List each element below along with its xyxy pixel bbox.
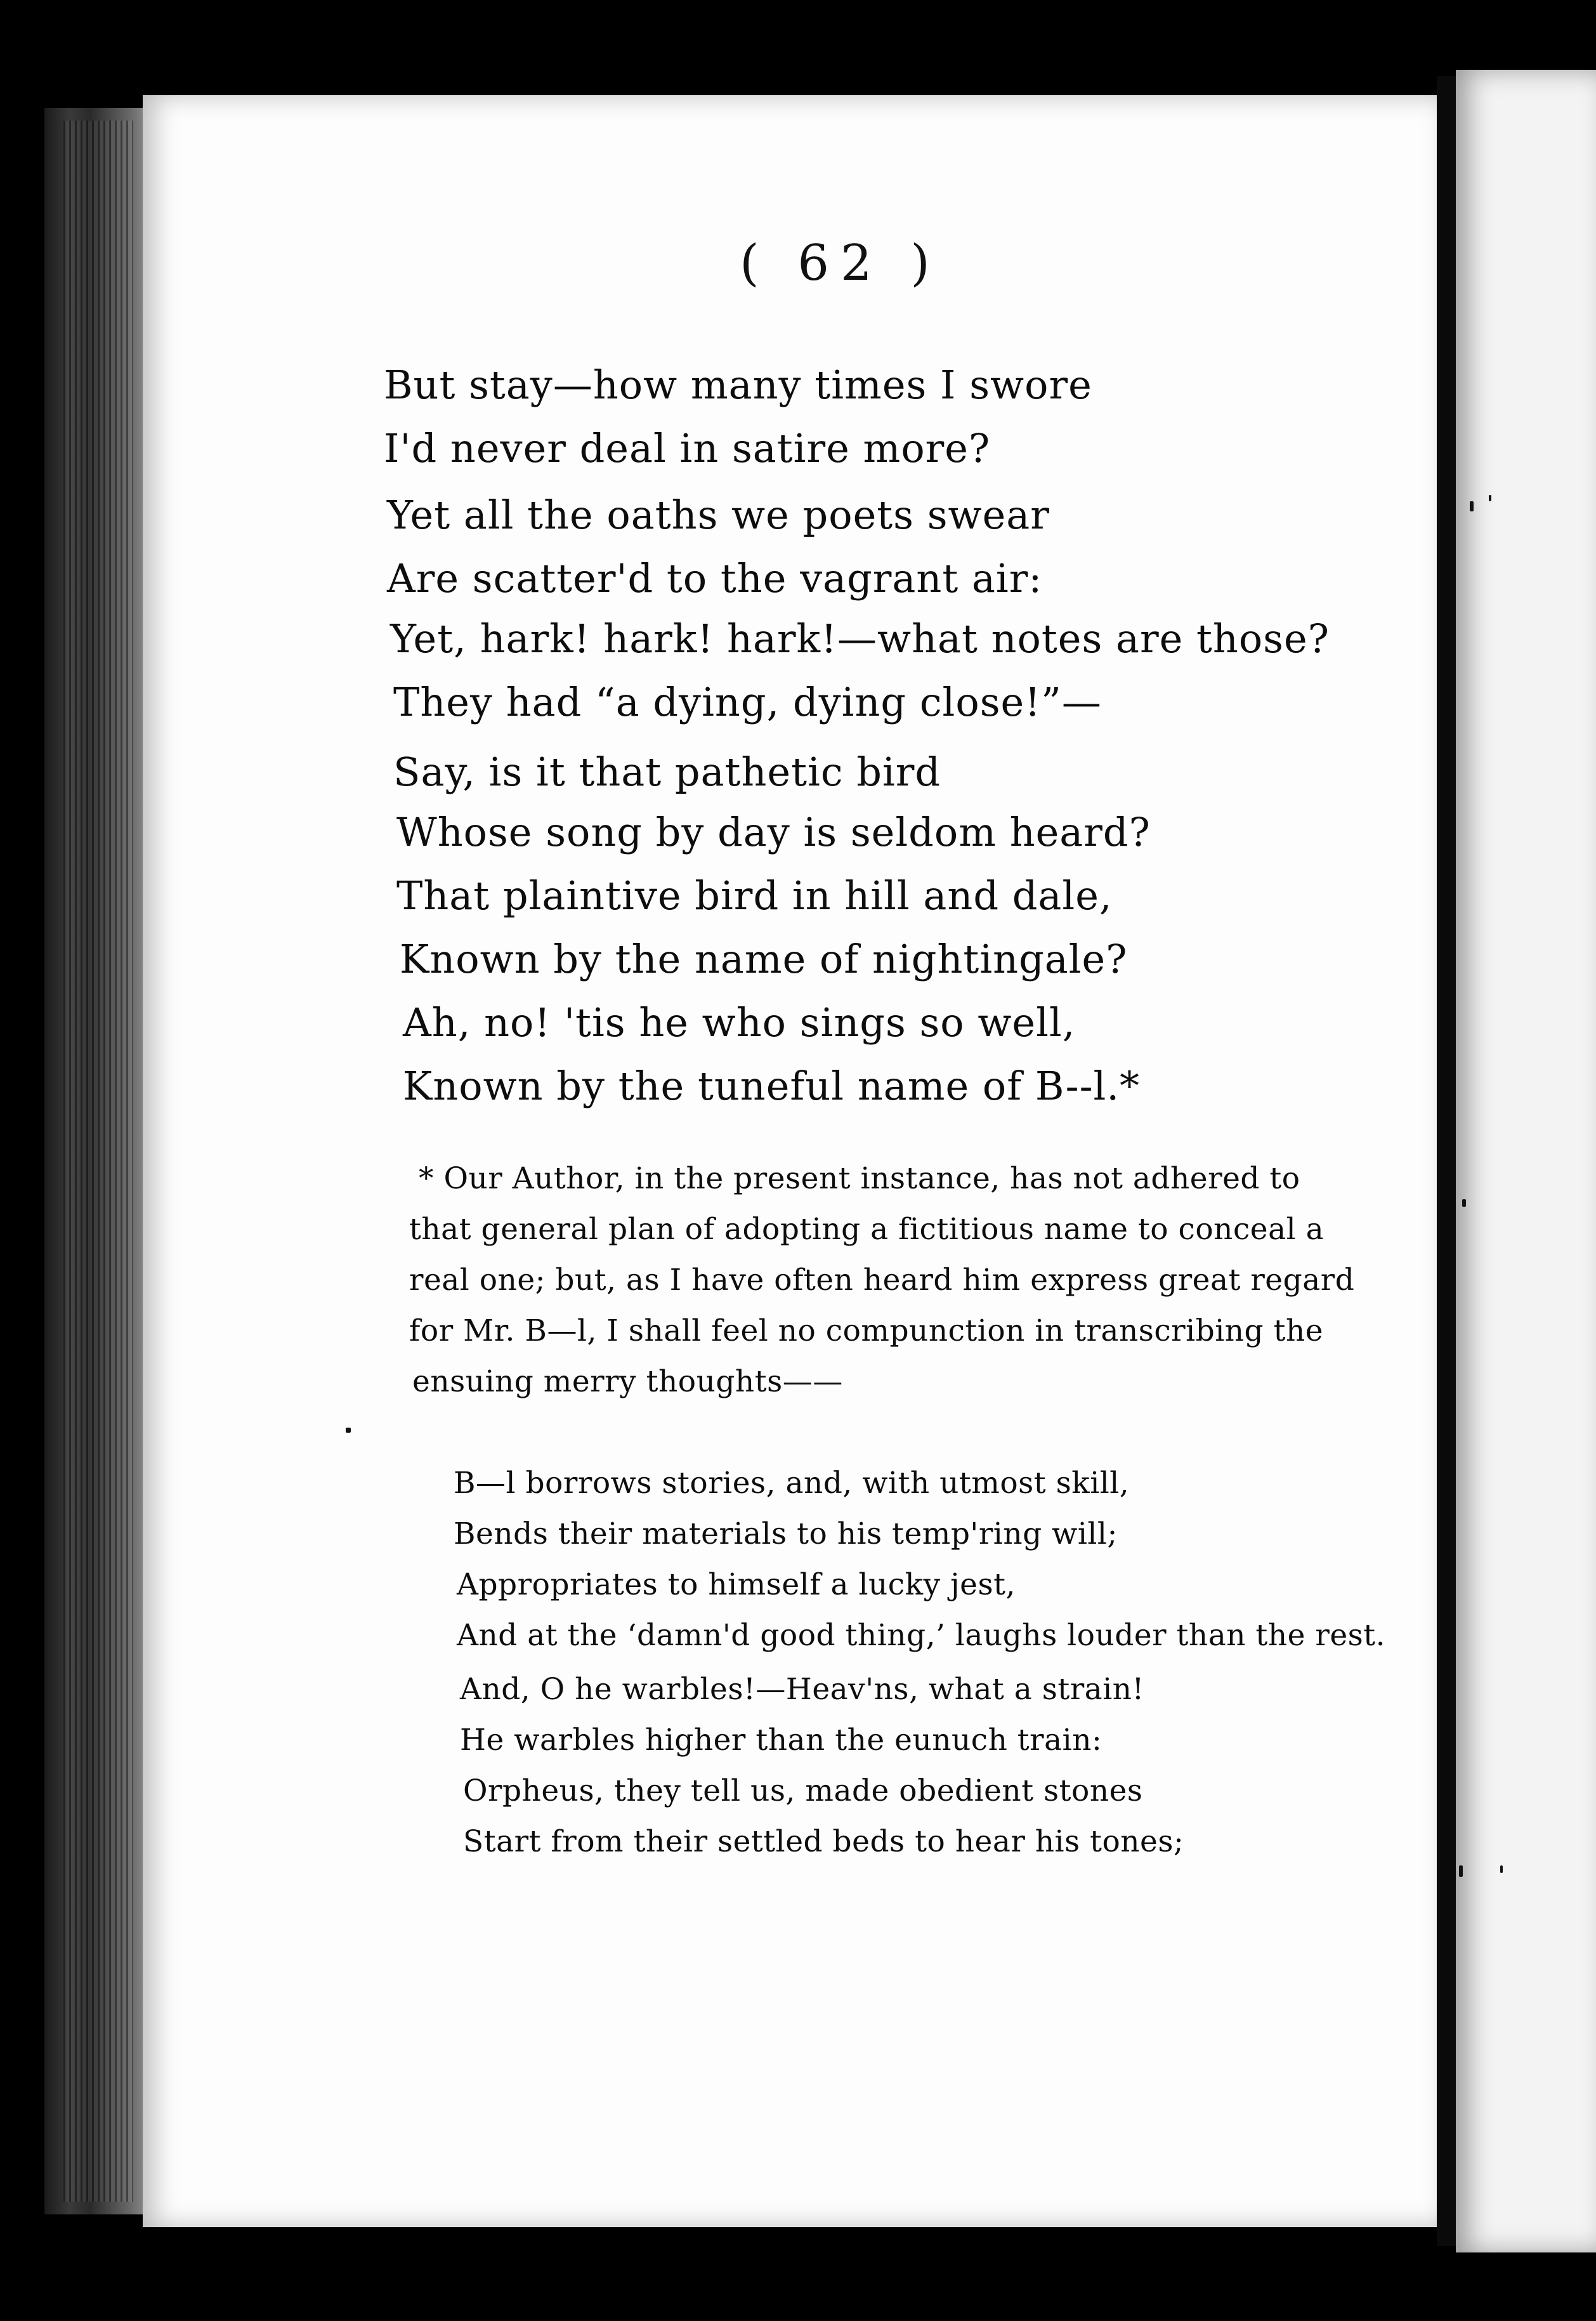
quoted-verse-line: Orpheus, they tell us, made obedient stones [463, 1773, 1143, 1808]
quoted-verse-line: Bends their materials to his temp'ring will; [454, 1516, 1118, 1551]
ink-speck [346, 1428, 351, 1433]
page-gutter [1437, 76, 1456, 2246]
ink-speck [1500, 1865, 1503, 1873]
ink-speck [1459, 1865, 1463, 1877]
verse-line: Yet, hark! hark! hark!—what notes are those? [390, 615, 1330, 662]
verse-line: Whose song by day is seldom heard? [396, 809, 1151, 855]
verse-line: But stay—how many times I swore [384, 362, 1092, 408]
verse-line: Yet all the oaths we poets swear [387, 492, 1050, 538]
ink-speck [1489, 495, 1491, 501]
footnote-line: that general plan of adopting a fictitious name to conceal a [409, 1212, 1325, 1247]
verse-line: Known by the tuneful name of B--l.* [403, 1063, 1141, 1109]
verse-line: That plaintive bird in hill and dale, [396, 872, 1113, 919]
verse-line: They had “a dying, dying close!”— [393, 679, 1102, 725]
page-edges [63, 121, 133, 2202]
quoted-verse-line: He warbles higher than the eunuch train: [460, 1723, 1102, 1758]
footnote-line: * Our Author, in the present instance, has not adhered to [419, 1161, 1300, 1196]
quoted-verse-line: And at the ‘damn'd good thing,’ laughs louder than the rest. [457, 1618, 1386, 1653]
ink-speck [1462, 1199, 1466, 1207]
verse-line: Ah, no! 'tis he who sings so well, [403, 999, 1076, 1046]
page-number: ( 62 ) [740, 235, 941, 292]
ink-speck [1470, 501, 1474, 511]
quoted-verse-line: B—l borrows stories, and, with utmost skill, [454, 1466, 1130, 1501]
footnote-line: real one; but, as I have often heard him express great regard [409, 1263, 1355, 1298]
quoted-verse-line: And, O he warbles!—Heav'ns, what a strain! [460, 1672, 1144, 1707]
book-page [143, 95, 1437, 2227]
footnote-line: ensuing merry thoughts—— [412, 1364, 843, 1399]
verse-line: Are scatter'd to the vagrant air: [387, 555, 1043, 602]
verse-line: I'd never deal in satire more? [384, 425, 991, 471]
quoted-verse-line: Start from their settled beds to hear his tones; [463, 1824, 1184, 1859]
facing-page [1456, 70, 1596, 2252]
quoted-verse-line: Appropriates to himself a lucky jest, [457, 1567, 1016, 1602]
verse-line: Known by the name of nightingale? [400, 936, 1128, 982]
verse-line: Say, is it that pathetic bird [393, 749, 941, 795]
footnote-line: for Mr. B—l, I shall feel no compunction in transcribing the [409, 1313, 1324, 1348]
